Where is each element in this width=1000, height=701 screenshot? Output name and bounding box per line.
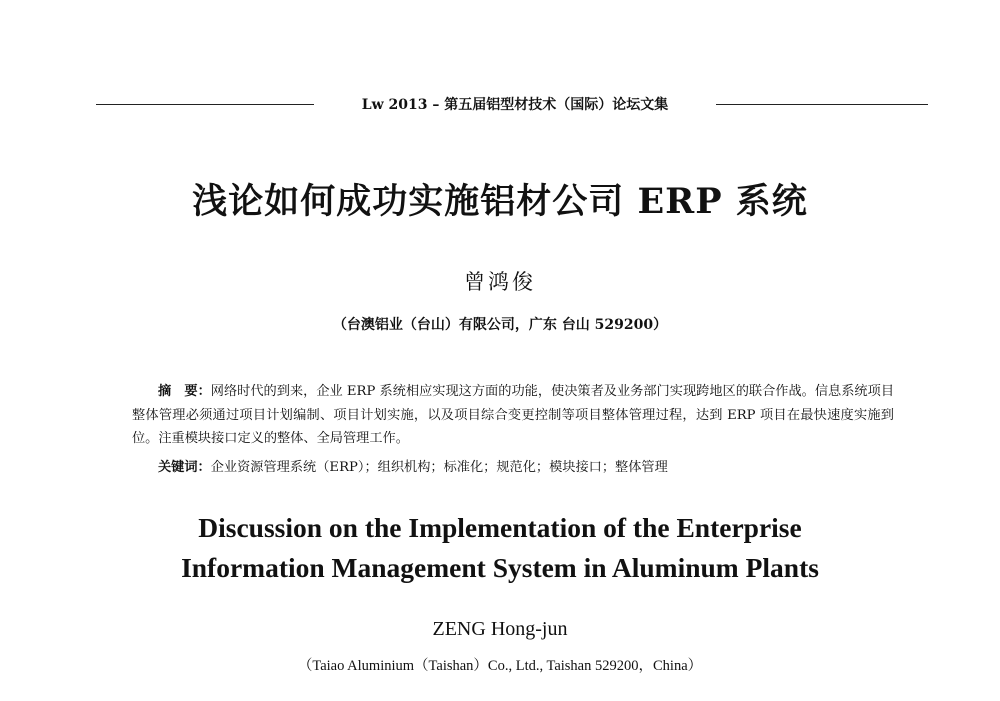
abstract-label: 摘 要： — [158, 384, 211, 399]
paper-title-english — [0, 508, 1000, 588]
header-rule-right — [716, 104, 928, 105]
affiliation-english: （Taiao Aluminium（Taishan）Co., Ltd., Taishan 529200，China） — [297, 658, 703, 674]
author-name-english: ZENG Hong-jun — [432, 618, 568, 640]
header-rule-left — [96, 104, 314, 105]
keywords-line — [158, 456, 894, 475]
abstract-text: 网络时代的到来，企业 ERP 系统相应实现这方面的功能，使决策者及业务部门实现跨地区的联合作战。信息系统项目整体管理必须通过项目计划编制、项目计划实施，以及项目综合变更控制等项目整体管理过程，达到 ERP 项目在最快速度实施到位。注重模块接口定义的整体、全局管理工作。 — [132, 384, 895, 446]
paper-title-english-line2: Information Management System in Aluminum Plants — [181, 552, 819, 583]
paper-title-english-line1: Discussion on the Implementation of the Enterprise — [198, 512, 802, 543]
abstract-paragraph — [132, 380, 894, 451]
keywords-label: 关键词： — [158, 460, 211, 475]
paper-title-chinese: 浅论如何成功实施铝材公司 ERP 系统 — [192, 181, 808, 222]
author-name-chinese: 曾鸿俊 — [464, 270, 536, 294]
affiliation-chinese: （台澳铝业（台山）有限公司，广东 台山 529200） — [332, 317, 668, 333]
keywords-text: 企业资源管理系统（ERP）；组织机构；标准化；规范化；模块接口；整体管理 — [210, 460, 668, 475]
running-header: Lw 2013 – 第五届铝型材技术（国际）论坛文集 — [361, 97, 669, 113]
